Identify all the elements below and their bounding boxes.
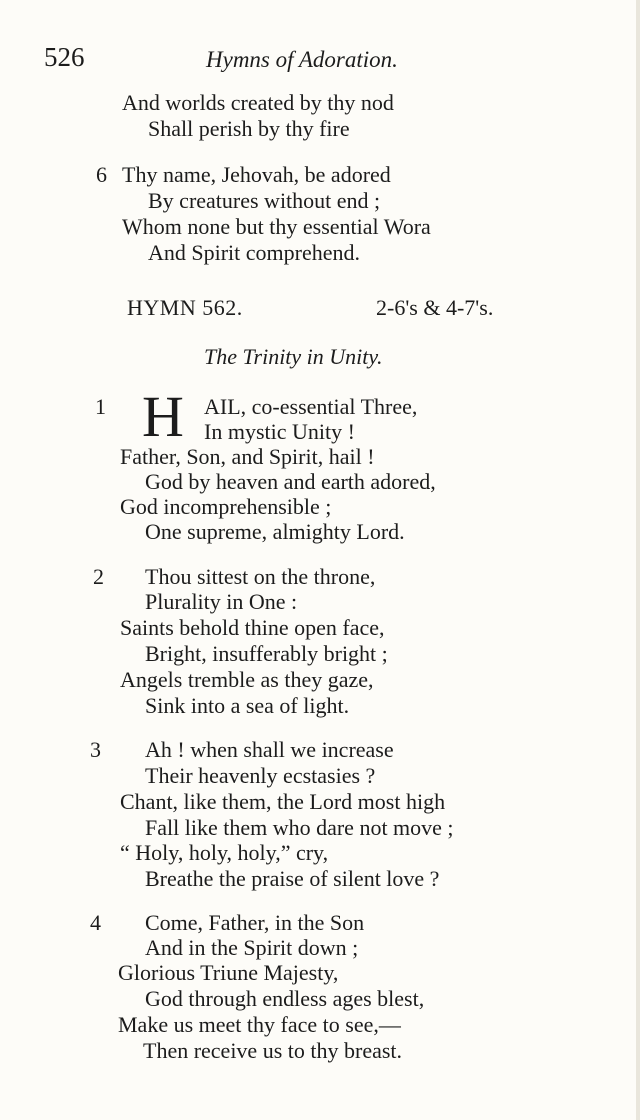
verse-line: And Spirit comprehend. (148, 240, 361, 265)
verse-line: Whom none but thy essential Wora (122, 214, 431, 239)
verse-number: 4 (90, 910, 101, 935)
verse-line: Fall like them who dare not move ; (145, 815, 454, 840)
hymn-number: HYMN 562. (127, 295, 243, 320)
verse-line: Chant, like them, the Lord most high (120, 789, 446, 814)
verse-line: God incomprehensible ; (120, 494, 332, 519)
verse-line: “ Holy, holy, holy,” cry, (120, 840, 329, 865)
verse-line: Then receive us to thy breast. (143, 1038, 403, 1063)
verse-line: By creatures without end ; (148, 188, 381, 213)
verse-line: And worlds created by thy nod (122, 90, 394, 115)
verse-line: And in the Spirit down ; (145, 935, 359, 960)
verse-line: Their heavenly ecstasies ? (145, 763, 376, 788)
verse-line: In mystic Unity ! (204, 419, 355, 444)
running-title: Hymns of Adoration. (206, 47, 398, 72)
verse-number: 6 (96, 162, 107, 187)
verse-line: Bright, insufferably bright ; (145, 641, 388, 666)
verse-line: AIL, co-essential Three, (204, 394, 418, 419)
verse-line: Plurality in One : (145, 589, 298, 614)
verse-line: One supreme, almighty Lord. (145, 519, 405, 544)
page-edge (636, 0, 640, 1120)
page-number: 526 (44, 42, 85, 72)
verse-line: Saints behold thine open face, (120, 615, 385, 640)
hymn-title: The Trinity in Unity. (204, 344, 383, 369)
verse-number: 2 (93, 564, 104, 589)
verse-line: God through endless ages blest, (145, 986, 425, 1011)
verse-line: Ah ! when shall we increase (145, 737, 394, 762)
verse-number: 3 (90, 737, 101, 762)
hymn-meter: 2-6's & 4-7's. (376, 295, 494, 320)
verse-line: Shall perish by thy fire (148, 116, 350, 141)
verse-line: Father, Son, and Spirit, hail ! (120, 444, 375, 469)
verse-line: Sink into a sea of light. (145, 693, 350, 718)
verse-line: God by heaven and earth adored, (145, 469, 436, 494)
drop-cap: H (142, 384, 184, 449)
verse-line: Make us meet thy face to see,— (118, 1012, 401, 1037)
verse-line: Glorious Triune Majesty, (118, 960, 339, 985)
verse-line: Breathe the praise of silent love ? (145, 866, 440, 891)
verse-number: 1 (95, 394, 106, 419)
verse-line: Come, Father, in the Son (145, 910, 365, 935)
verse-line: Thy name, Jehovah, be adored (122, 162, 391, 187)
verse-line: Thou sittest on the throne, (145, 564, 376, 589)
verse-line: Angels tremble as they gaze, (120, 667, 374, 692)
